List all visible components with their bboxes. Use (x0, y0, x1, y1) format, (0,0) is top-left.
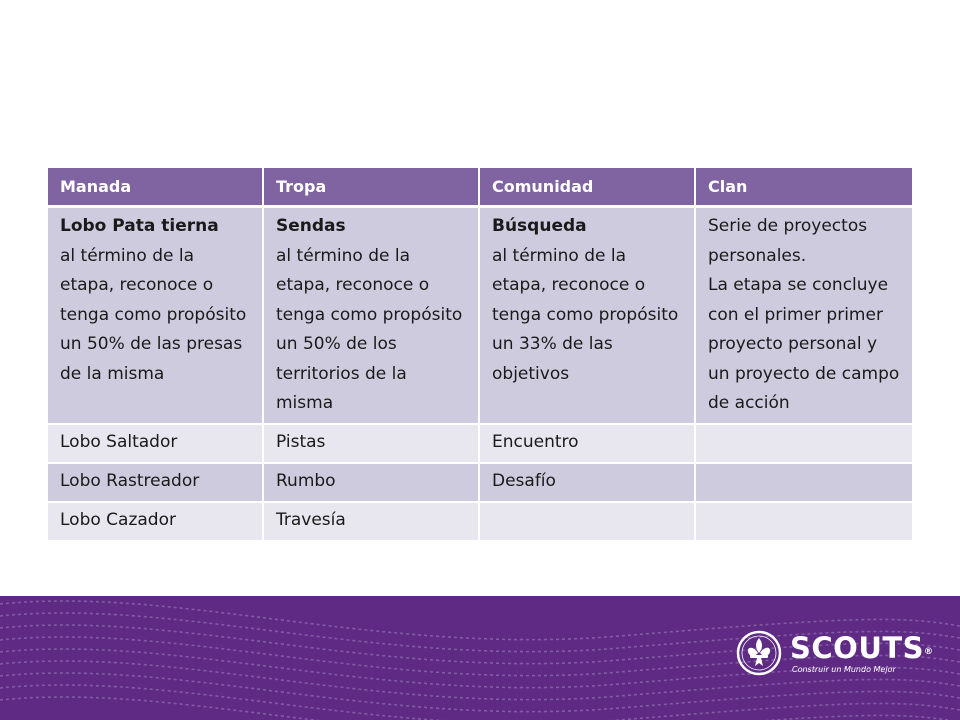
header-manada: Manada (48, 168, 264, 208)
table-cell: Encuentro (480, 425, 696, 464)
registered-mark: ® (924, 647, 934, 657)
header-tropa: Tropa (264, 168, 480, 208)
table-cell (696, 208, 912, 425)
table-cell: Lobo Cazador (48, 503, 264, 542)
logo-wordmark (790, 631, 934, 665)
table-cell (264, 208, 480, 425)
table-cell (48, 208, 264, 425)
table-cell: Lobo Saltador (48, 425, 264, 464)
table-cell (696, 425, 912, 464)
table-row (48, 503, 912, 542)
table-cell: Travesía (264, 503, 480, 542)
table-cell (696, 464, 912, 503)
table-cell: Pistas (264, 425, 480, 464)
table-header-row (48, 168, 912, 208)
cell-text: al término de la etapa, reconoce o tenga como propósito un 50% de los territorios de la misma (276, 245, 463, 413)
table-row (48, 425, 912, 464)
fleur-de-lis-icon (736, 630, 782, 676)
cell-title: Lobo Pata tierna (60, 216, 219, 236)
cell-text: al término de la etapa, reconoce o tenga como propósito un 50% de las presas de la misma (60, 245, 247, 384)
header-clan: Clan (696, 168, 912, 208)
cell-text: Serie de proyectos personales. (708, 216, 868, 266)
progression-table (48, 168, 912, 542)
cell-text: La etapa se concluye con el primer primer proyecto personal y un proyecto de campo de acción (708, 275, 900, 413)
table-cell: Desafío (480, 464, 696, 503)
table-cell: Lobo Rastreador (48, 464, 264, 503)
table-row (48, 208, 912, 425)
logo-wordmark-text: SCOUTS (790, 631, 925, 665)
table-cell (480, 208, 696, 425)
cell-title: Sendas (276, 216, 346, 236)
table-cell (696, 503, 912, 542)
cell-text: al término de la etapa, reconoce o tenga como propósito un 33% de las objetivos (492, 245, 679, 384)
table-cell: Rumbo (264, 464, 480, 503)
scouts-logo (736, 630, 934, 690)
header-comunidad: Comunidad (480, 168, 696, 208)
cell-title: Búsqueda (492, 216, 587, 236)
logo-tagline: Construir un Mundo Mejor (792, 665, 896, 674)
table-cell (480, 503, 696, 542)
table-row (48, 464, 912, 503)
